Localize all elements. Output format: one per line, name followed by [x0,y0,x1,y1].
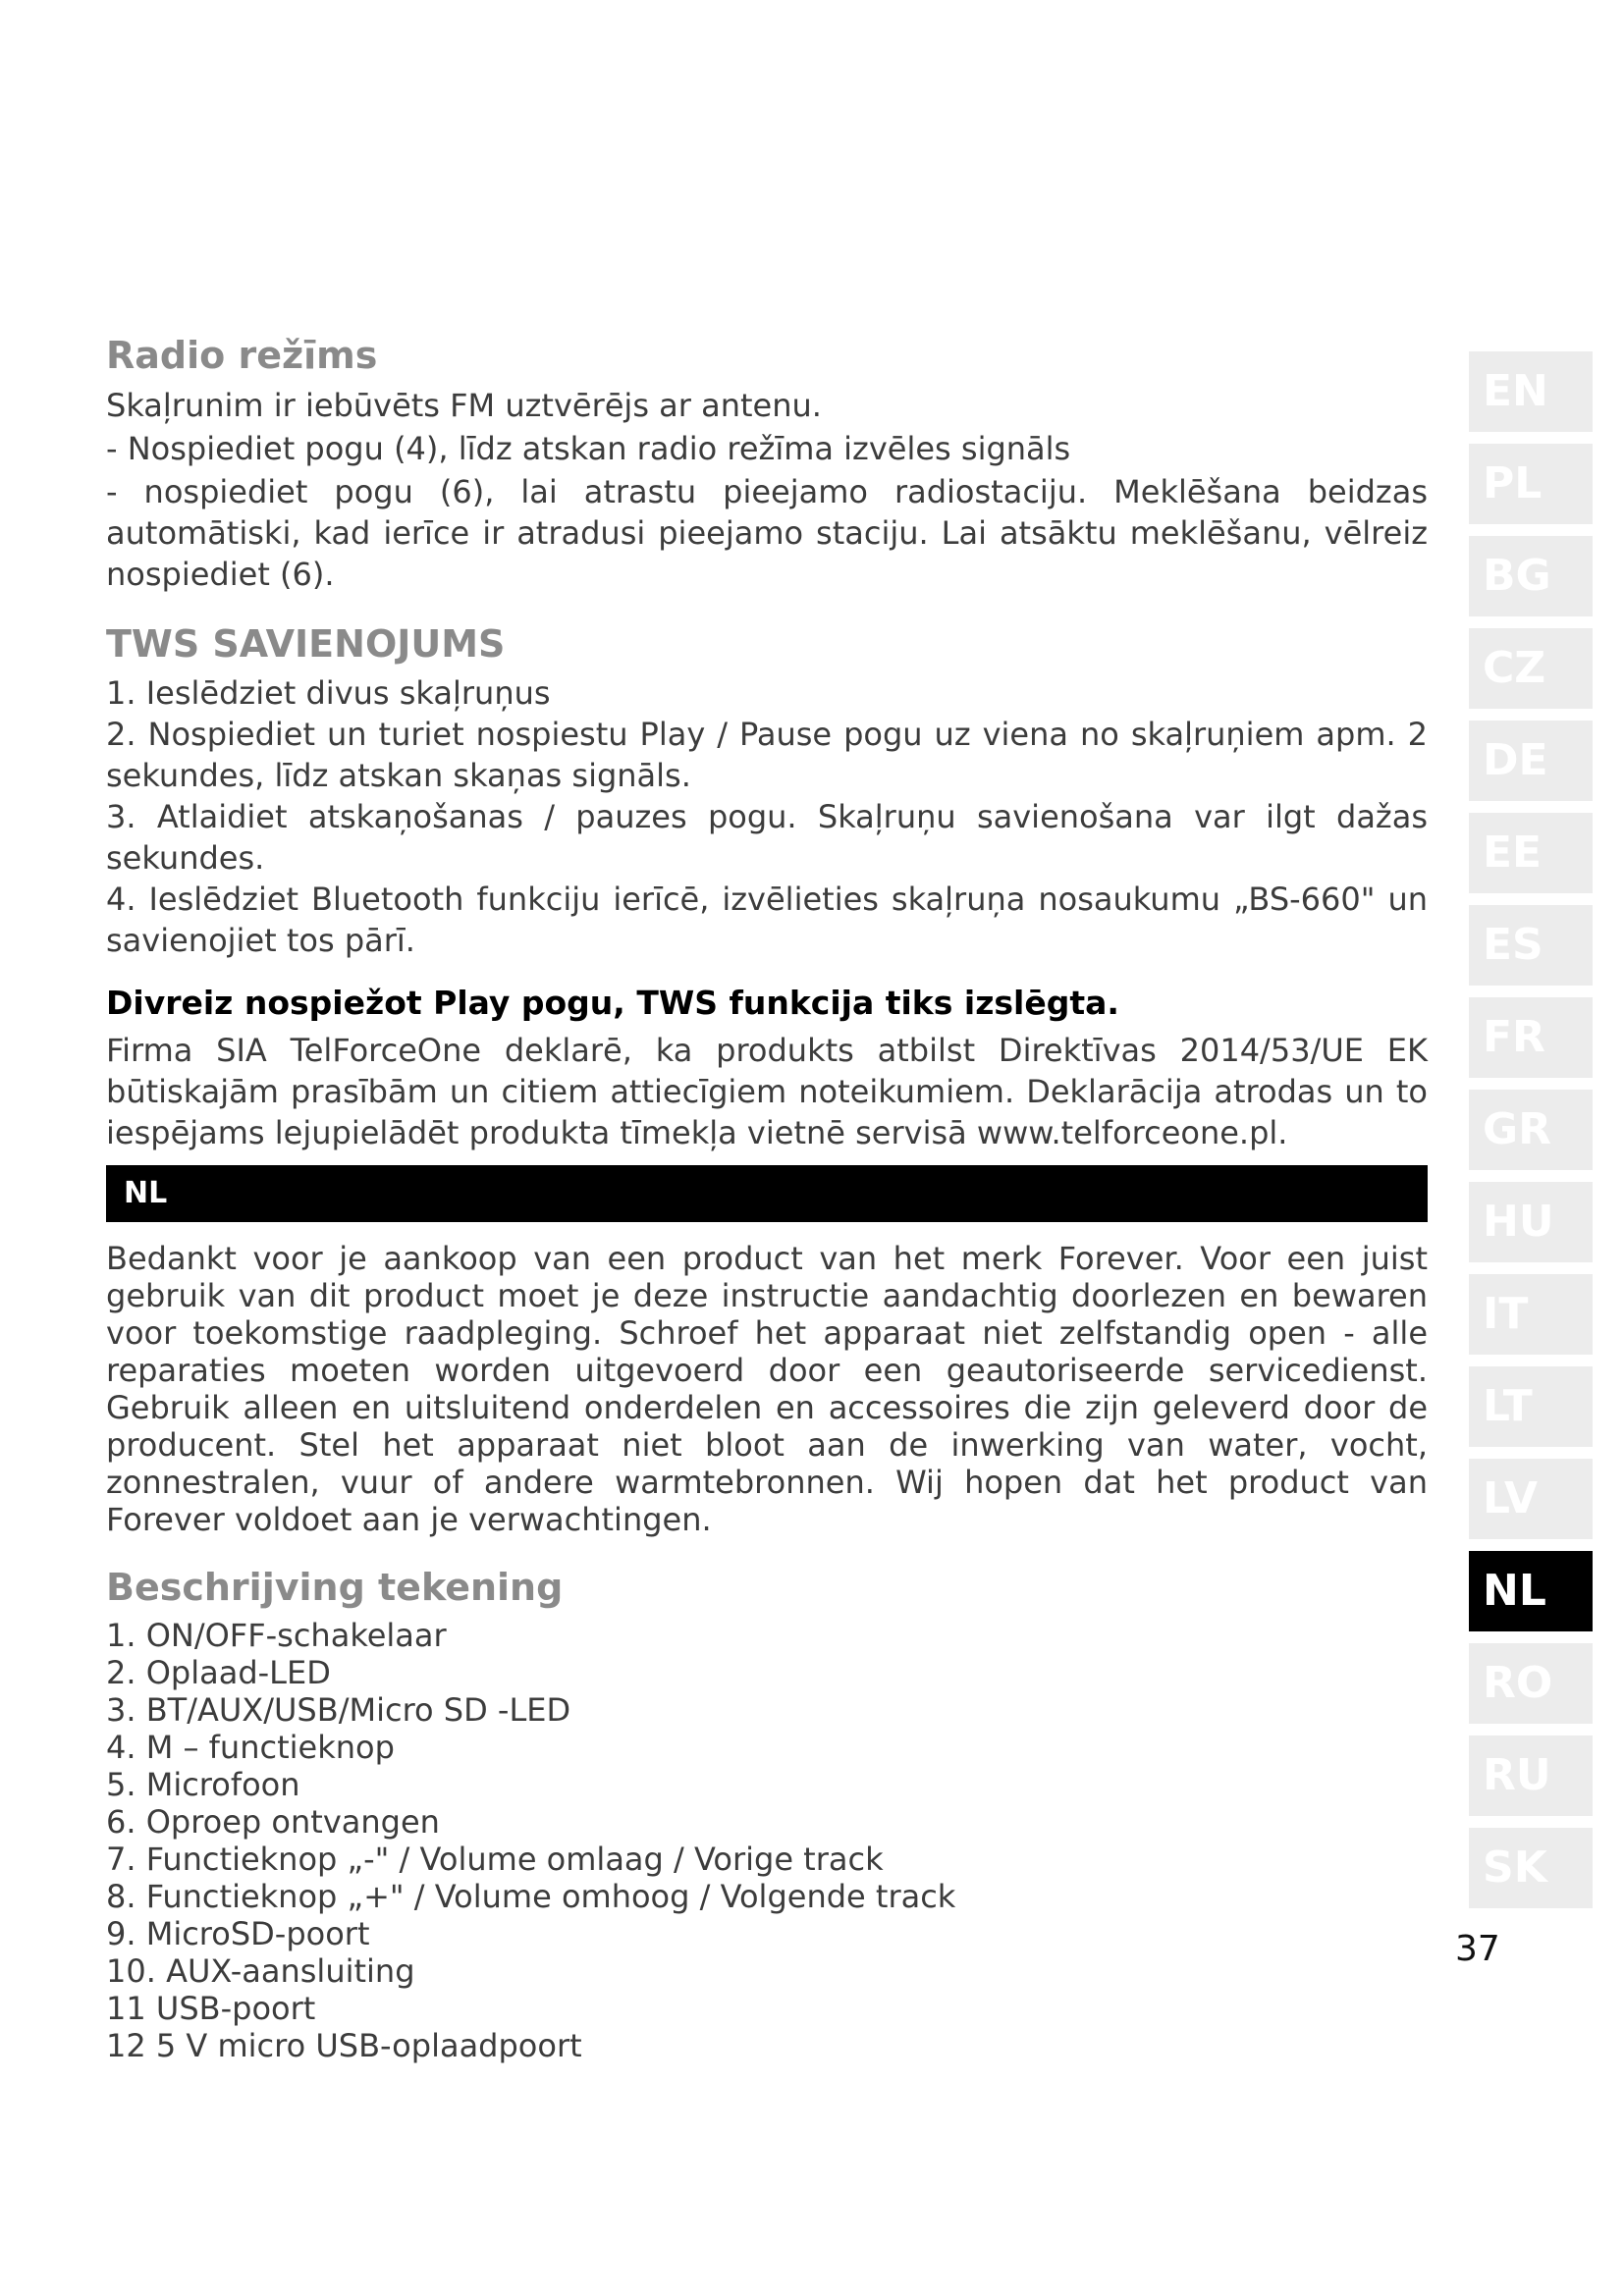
language-tab-lv[interactable]: LV [1469,1459,1593,1539]
language-tab-hu[interactable]: HU [1469,1182,1593,1262]
language-tab-gr[interactable]: GR [1469,1090,1593,1170]
list-item: 11 USB-poort [106,1989,316,2027]
language-sidebar [1469,351,1593,1920]
language-tab-bg[interactable]: BG [1469,536,1593,616]
radio-mode-heading: Radio režīms [106,334,378,377]
list-item: 1. ON/OFF-schakelaar [106,1616,447,1654]
radio-line-1: Skaļrunim ir iebūvēts FM uztvērējs ar antenu. [106,386,822,424]
language-tab-sk[interactable]: SK [1469,1828,1593,1908]
tws-step-1: 1. Ieslēdziet divus skaļruņus [106,674,551,713]
tws-step-3: 3. Atlaidiet atskaņošanas / pauzes pogu. Skaļruņu savienošana var ilgt dažas sekundes. [106,798,1428,878]
list-item: 2. Oplaad-LED [106,1653,331,1691]
radio-line-3: - nospiediet pogu (6), lai atrastu pieejamo radiostaciju. Meklēšana beidzas automātiski, kad ierīce ir atradusi pieejamo staciju. Lai atsāktu meklēšanu, vēlreiz nospiediet (6). [106,472,1428,593]
list-item: 10. AUX-aansluiting [106,1951,415,1990]
language-tab-lt[interactable]: LT [1469,1366,1593,1447]
list-item: 3. BT/AUX/USB/Micro SD -LED [106,1690,571,1729]
language-tab-ru[interactable]: RU [1469,1735,1593,1816]
tws-heading: TWS SAVIENOJUMS [106,621,506,666]
language-tab-es[interactable]: ES [1469,905,1593,986]
list-item: 6. Oproep ontvangen [106,1802,440,1841]
nl-intro: Bedankt voor je aankoop van een product van het merk Forever. Voor een juist gebruik van dit product moet je deze instructie aandachtig doorlezen en bewaren voor toekomstige raadpleging. Schroef het apparaat niet zelfstandig open - alle reparaties moeten worden uitgevoerd door een geautoriseerde servicedienst. Gebruik alleen en uitsluitend onderdelen en accessoires die zijn geleverd door de producent. Stel het apparaat niet bloot aan de inwerking van water, vocht, zonnestralen, vuur of andere warmtebronnen. Wij hopen dat het product van Forever voldoet aan je verwachtingen. [106,1240,1428,1539]
language-tab-en[interactable]: EN [1469,351,1593,432]
language-tab-ro[interactable]: RO [1469,1643,1593,1724]
lv-declaration: Firma SIA TelForceOne deklarē, ka produkts atbilst Direktīvas 2014/53/UE EK būtiskajām prasībām un citiem attiecīgiem noteikumiem. Deklarācija atrodas un to iespējams lejupielādēt produkta tīmekļa vietnē servisā www.telforceone.pl. [106,1032,1428,1152]
language-tab-fr[interactable]: FR [1469,997,1593,1078]
tws-step-4: 4. Ieslēdziet Bluetooth funkciju ierīcē, izvēlieties skaļruņa nosaukumu „BS-660" un savienojiet tos pārī. [106,881,1428,960]
list-item: 8. Functieknop „+" / Volume omhoog / Volgende track [106,1877,956,1915]
nl-section-bar: NL [106,1165,1428,1222]
list-item: 4. M – functieknop [106,1728,395,1766]
list-item: 9. MicroSD-poort [106,1914,370,1952]
drawing-description-heading: Beschrijving tekening [106,1566,564,1610]
page-content [106,334,1428,2064]
list-item: 5. Microfoon [106,1765,300,1803]
radio-line-2: - Nospiediet pogu (4), līdz atskan radio režīma izvēles signāls [106,429,1071,467]
list-item: 7. Functieknop „-" / Volume omlaag / Vorige track [106,1840,884,1878]
list-item: 12 5 V micro USB-oplaadpoort [106,2026,582,2064]
tws-step-2: 2. Nospiediet un turiet nospiestu Play / Pause pogu uz viena no skaļruņiem apm. 2 sekundes, līdz atskan skaņas signāls. [106,716,1428,795]
language-tab-nl[interactable]: NL [1469,1551,1593,1631]
language-tab-ee[interactable]: EE [1469,813,1593,893]
language-tab-cz[interactable]: CZ [1469,628,1593,709]
language-tab-it[interactable]: IT [1469,1274,1593,1355]
language-tab-pl[interactable]: PL [1469,444,1593,524]
tws-off-note: Divreiz nospiežot Play pogu, TWS funkcija tiks izslēgta. [106,984,1119,1023]
page-number: 37 [1455,1929,1500,1969]
drawing-items-list [106,1617,1428,2064]
language-tab-de[interactable]: DE [1469,721,1593,801]
